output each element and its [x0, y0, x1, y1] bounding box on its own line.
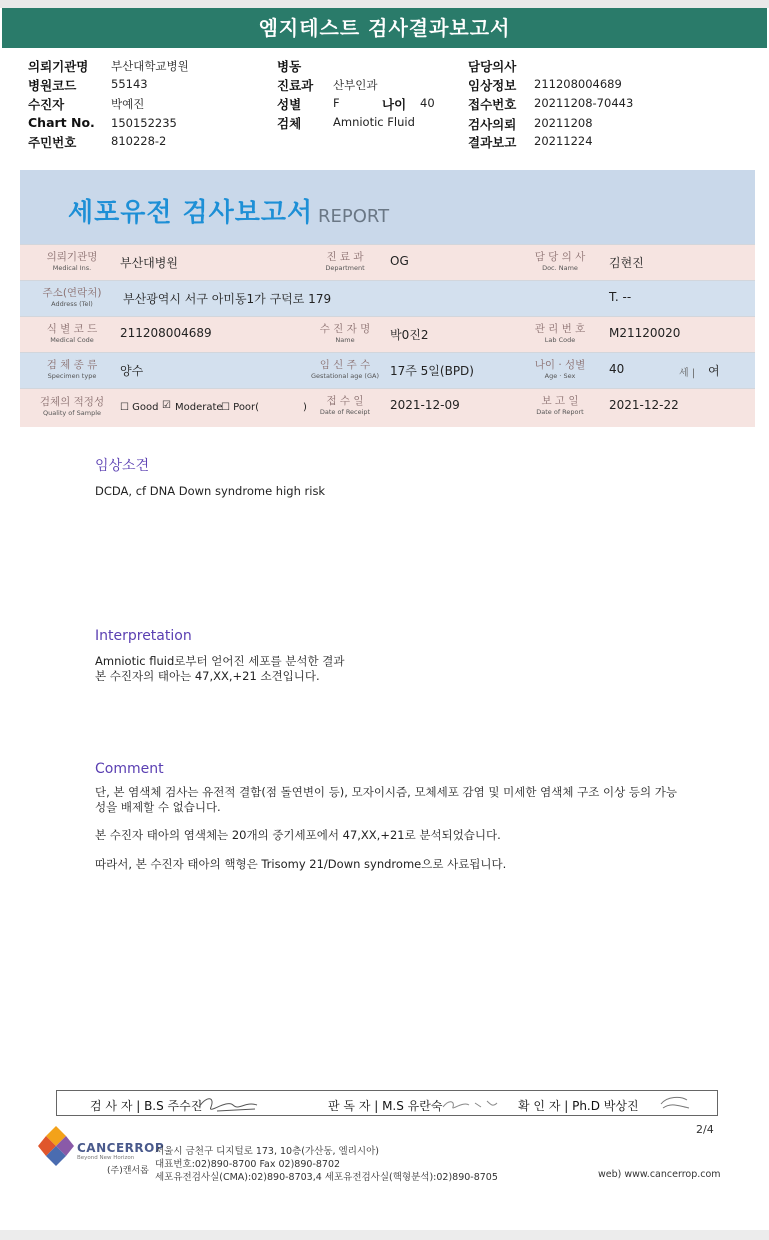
- top-strip: [0, 0, 769, 8]
- report-row-institution: [20, 244, 755, 280]
- quality-poor-checkbox[interactable]: ☐ Poor(: [221, 402, 260, 413]
- reader-signature-label: 판 독 자 | M.S 유란숙: [328, 1099, 443, 1113]
- dept-label: 진료과: [277, 78, 314, 93]
- signature-box: [56, 1090, 718, 1116]
- quality-good-checkbox[interactable]: ☐ Good: [120, 402, 159, 413]
- report-title-en: REPORT: [318, 206, 390, 227]
- company-name: (주)캔서롭: [107, 1166, 149, 1176]
- id-value: 810228-2: [111, 134, 167, 148]
- report-date-label: 보 고 일 Date of Report: [536, 395, 584, 416]
- footer-phone: 대표번호:02)890-8700 Fax 02)890-8702: [155, 1159, 341, 1170]
- page-number: 2/4: [696, 1123, 714, 1136]
- name-label: 수 진 자 명 Name: [319, 323, 371, 344]
- age-sex-label: 나이 · 성별 Age · Sex: [534, 359, 586, 380]
- doctor-label: 담 당 의 사 Doc. Name: [534, 251, 586, 272]
- sex-value: 여: [708, 364, 720, 378]
- quality-moderate-checkbox[interactable]: ☑: [162, 400, 171, 411]
- specimen-label: 검체: [277, 116, 302, 131]
- address-value: 부산광역시 서구 아미동1가 구덕로 179: [123, 292, 332, 306]
- logo-text: CANCERROP: [77, 1141, 165, 1155]
- interpretation-line-2: 본 수진자의 태아는 47,XX,+21 소견입니다.: [95, 669, 320, 683]
- clinic-value: 211208004689: [534, 77, 622, 91]
- report-card: [20, 170, 755, 427]
- confirmer-signature-label: 확 인 자 | Ph.D 박상진: [518, 1099, 639, 1113]
- code-value: 55143: [111, 77, 148, 91]
- footer-lab-phone: 세포유전검사실(CMA):02)890-8703,4 세포유전검사실(핵형분석):02)890-8705: [155, 1172, 498, 1183]
- doctor-label: 담당의사: [468, 59, 517, 74]
- footer-website: web) www.cancerrop.com: [598, 1169, 721, 1180]
- report-date-value: 2021-12-22: [609, 398, 679, 412]
- clinical-text: DCDA, cf DNA Down syndrome high risk: [95, 484, 326, 498]
- department-value: OG: [390, 254, 409, 268]
- quality-moderate-label: Moderate: [175, 402, 223, 413]
- report-row-address: [20, 280, 755, 316]
- name-value: 박0진2: [390, 328, 429, 342]
- sex-value: F: [333, 96, 340, 110]
- bottom-strip: [0, 1230, 769, 1240]
- clinic-label: 임상정보: [468, 78, 517, 93]
- logo-subtitle: Beyond New Horizon: [77, 1155, 135, 1161]
- quality-label: 검체의 적정성 Quality of Sample: [39, 396, 105, 417]
- patient-value: 박예진: [111, 97, 145, 111]
- receipt-date-value: 2021-12-09: [390, 398, 460, 412]
- receipt-date-label: 접 수 일 Date of Receipt: [319, 395, 371, 416]
- examiner-signature-icon: [197, 1093, 261, 1115]
- code-label: 병원코드: [28, 78, 77, 93]
- medical-code-value: 211208004689: [120, 326, 212, 340]
- institution-label: 의뢰기관명 Medical Ins.: [46, 251, 98, 272]
- reader-signature-icon: [441, 1095, 501, 1113]
- specimen-type-label: 검 체 종 류 Specimen type: [46, 359, 98, 380]
- age-value: 40: [420, 96, 435, 110]
- dept-value: 산부인과: [333, 78, 378, 92]
- interpretation-line-1: Amniotic fluid로부터 얻어진 세포를 분석한 결과: [95, 654, 345, 668]
- tel-value: T. --: [609, 290, 632, 304]
- lab-code-value: M21120020: [609, 326, 681, 340]
- gestational-age-value: 17주 5일(BPD): [390, 364, 474, 378]
- comment-paragraph-1b: 성을 배제할 수 없습니다.: [95, 800, 221, 814]
- comment-title: Comment: [95, 761, 164, 777]
- hospital-value: 부산대학교병원: [111, 59, 189, 73]
- confirmer-signature-icon: [657, 1094, 693, 1114]
- specimen-value: Amniotic Fluid: [333, 115, 415, 129]
- report-title: 세포유전 검사보고서: [68, 198, 314, 228]
- receipt-value: 20211208-70443: [534, 96, 634, 110]
- patient-label: 수진자: [28, 97, 65, 112]
- department-label: 진 료 과 Department: [325, 251, 365, 272]
- address-label: 주소(연락처) Address (Tel): [42, 287, 102, 308]
- specimen-type-value: 양수: [120, 364, 144, 378]
- age-unit: 세 |: [679, 368, 696, 379]
- clinical-title: 임상소견: [95, 458, 150, 474]
- institution-value: 부산대병원: [120, 256, 178, 270]
- document-title: 엠지테스트 검사결과보고서: [2, 8, 767, 48]
- report-header: [20, 170, 755, 244]
- request-label: 검사의뢰: [468, 117, 517, 132]
- report-row-quality: [20, 388, 755, 427]
- cancerrop-logo-icon: [38, 1122, 74, 1170]
- sex-label: 성별: [277, 97, 302, 112]
- age-value: 40: [609, 362, 625, 376]
- hospital-label: 의뢰기관명: [28, 59, 89, 74]
- gestational-age-label: 임 신 주 수 Gestational age (GA): [311, 359, 379, 380]
- id-label: 주민번호: [28, 135, 77, 150]
- result-value: 20211224: [534, 134, 593, 148]
- ward-label: 병동: [277, 59, 302, 74]
- medical-code-label: 식 별 코 드 Medical Code: [46, 323, 98, 344]
- report-row-codes: [20, 316, 755, 352]
- receipt-label: 접수번호: [468, 97, 517, 112]
- quality-poor-close: ): [303, 402, 307, 413]
- request-value: 20211208: [534, 116, 593, 130]
- interpretation-title: Interpretation: [95, 628, 192, 644]
- chart-label: Chart No.: [28, 115, 95, 130]
- doctor-value: 김현진: [609, 256, 644, 270]
- comment-paragraph-1a: 단, 본 염색체 검사는 유전적 결함(점 돌연변이 등), 모자이시즘, 모체세포 감염 및 미세한 염색체 구조 이상 등의 가능: [95, 785, 677, 799]
- examiner-signature-label: 검 사 자 | B.S 주수진: [90, 1099, 203, 1113]
- report-row-specimen: [20, 352, 755, 388]
- lab-code-label: 관 리 번 호 Lab Code: [534, 323, 586, 344]
- comment-paragraph-2: 본 수진자 태아의 염색체는 20개의 중기세포에서 47,XX,+21로 분석되었습니다.: [95, 828, 501, 842]
- footer-address: 서울시 금천구 디지털로 173, 10층(가산동, 엘리시아): [155, 1146, 379, 1157]
- result-label: 결과보고: [468, 135, 517, 150]
- comment-paragraph-3: 따라서, 본 수진자 태아의 핵형은 Trisomy 21/Down syndrome으로 사료됩니다.: [95, 857, 507, 871]
- age-label: 나이: [382, 97, 407, 112]
- chart-value: 150152235: [111, 116, 177, 130]
